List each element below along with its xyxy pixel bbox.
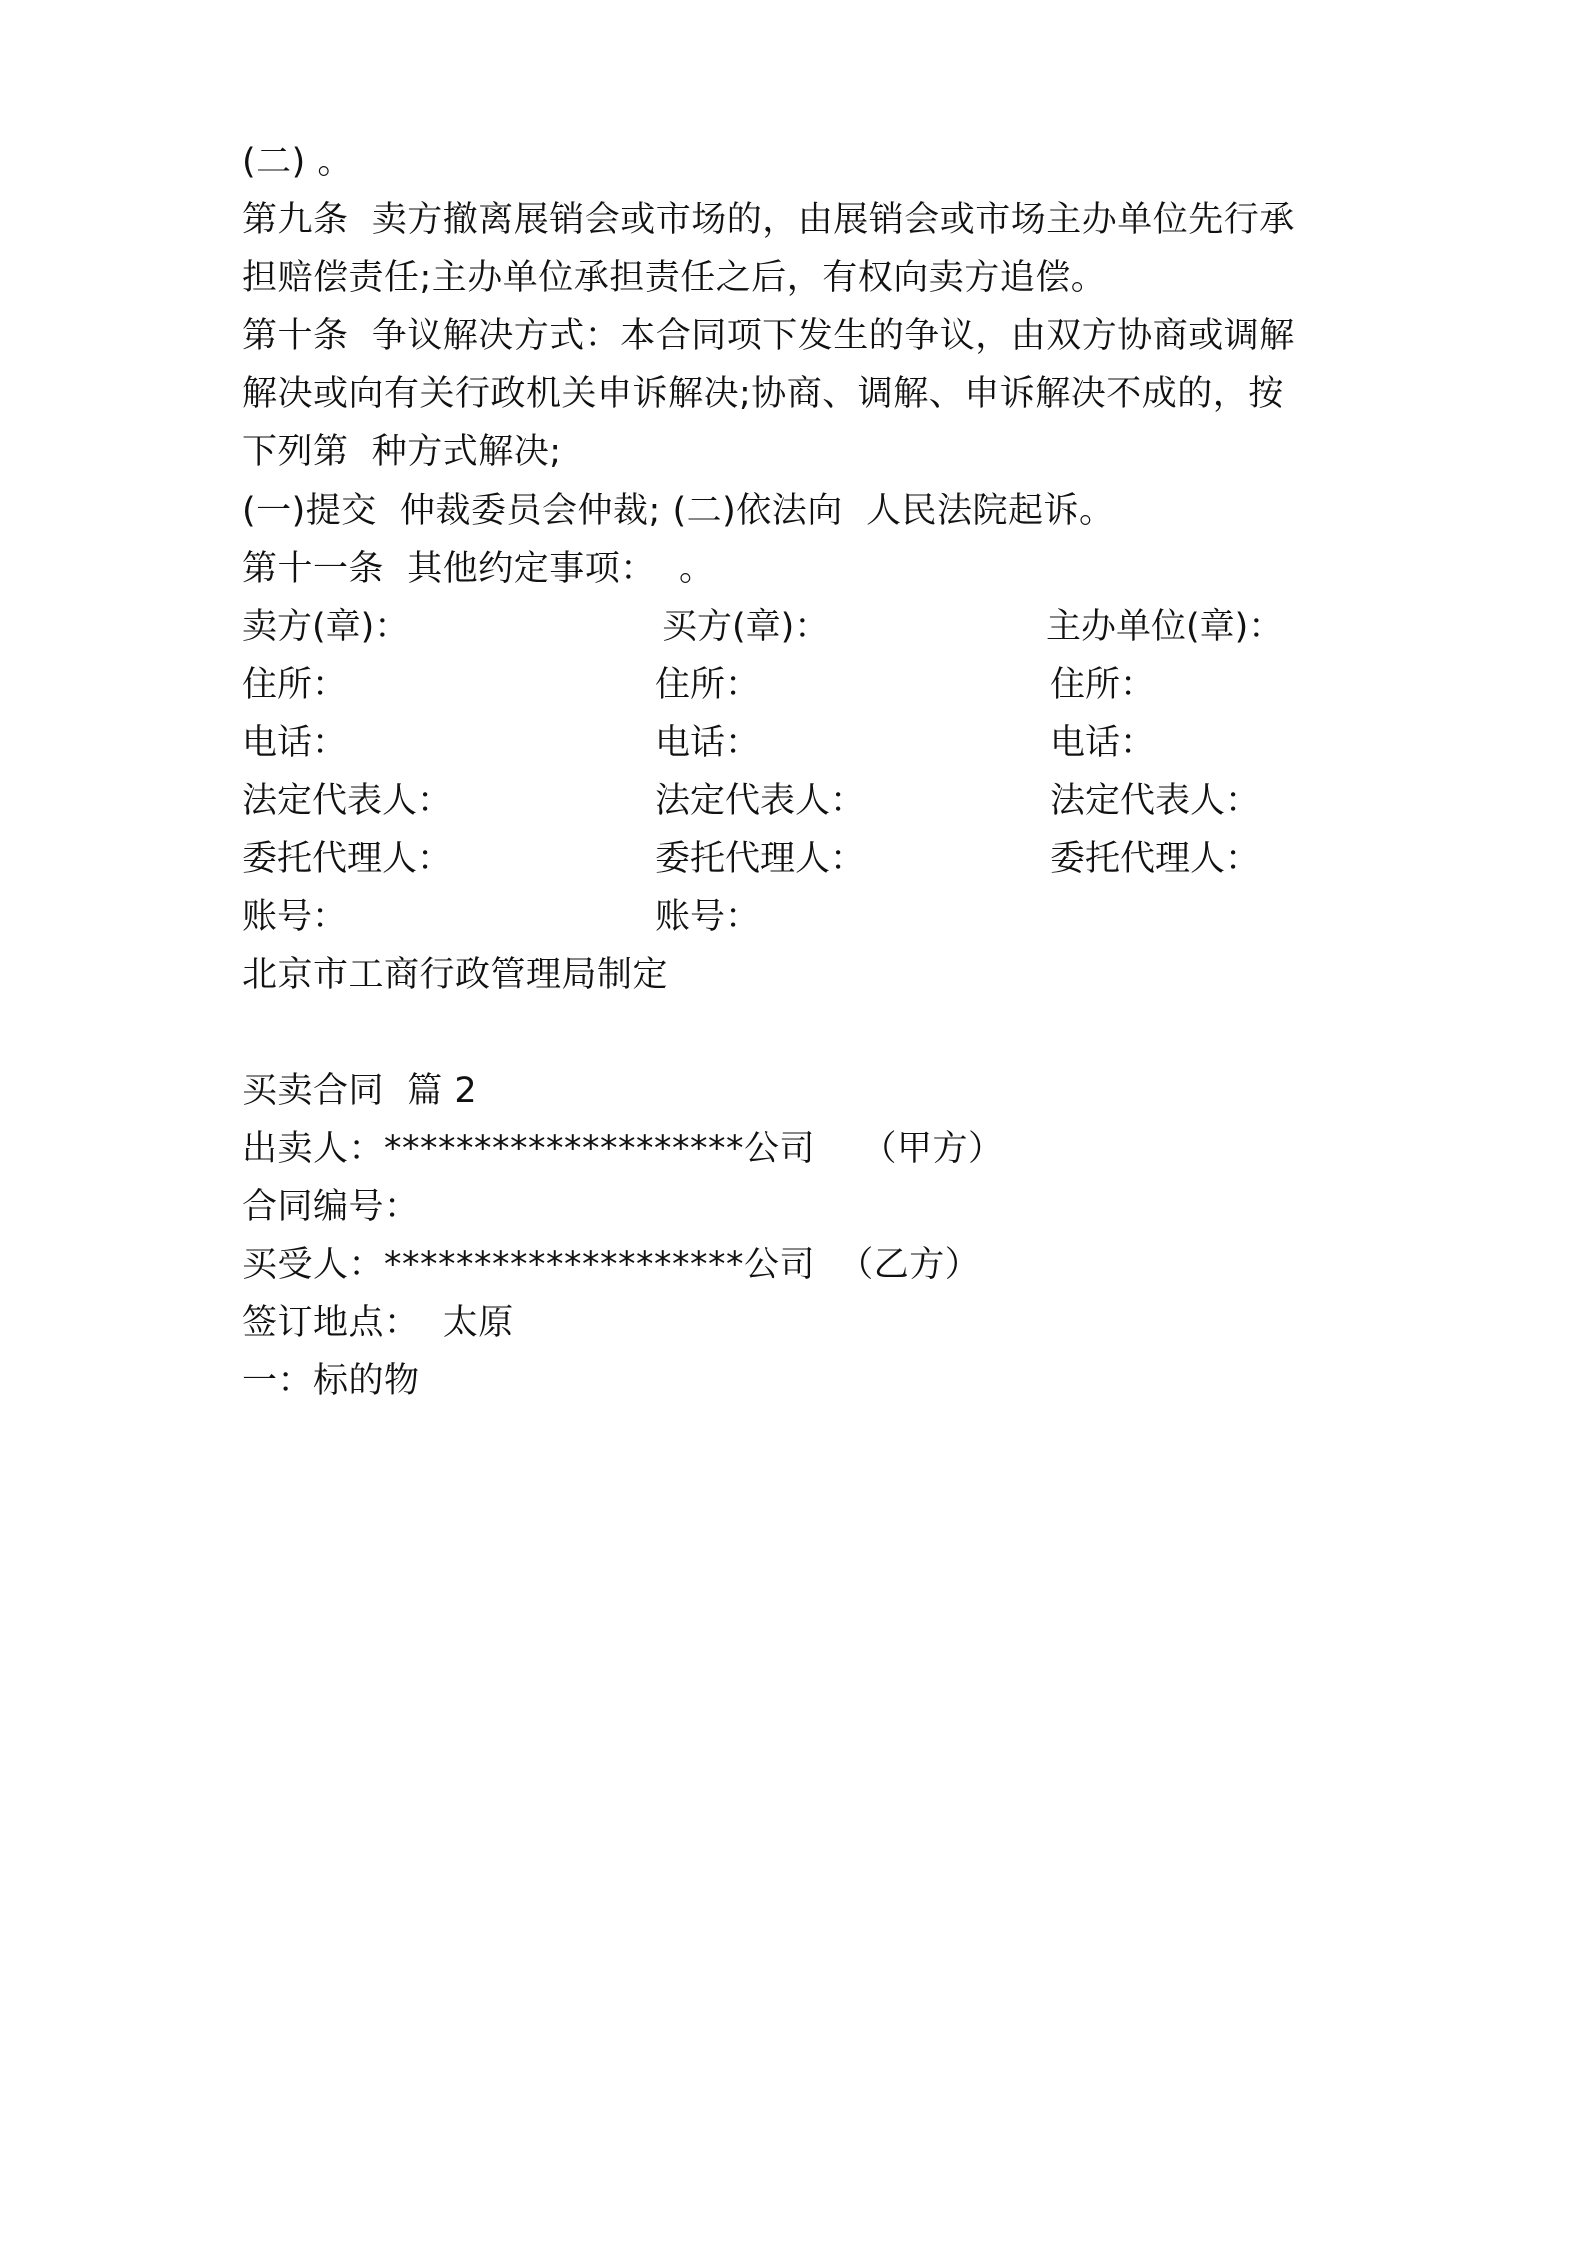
buyer-phone-label: 电话：: [655, 723, 761, 763]
organizer-agent-label: 委托代理人：: [1050, 839, 1261, 879]
article-10-options: (一)提交 仲裁委员会仲裁; (二)依法向 人民法院起诉。: [242, 491, 1115, 531]
seller-stamp-label: 卖方(章)：: [242, 607, 410, 647]
seller-address-label: 住所：: [242, 665, 348, 705]
article-10-line-2: 解决或向有关行政机关申诉解决;协商、调解、申诉解决不成的，按: [242, 374, 1284, 414]
article-11: 第十一条 其他约定事项： 。: [242, 549, 715, 589]
intro-fragment: (二) 。: [242, 142, 353, 182]
issuer-line: 北京市工商行政管理局制定: [242, 955, 669, 995]
contract-2-buyer: 买受人：********************公司 （乙方）: [242, 1245, 981, 1285]
organizer-address-label: 住所：: [1050, 665, 1156, 705]
seller-phone-label: 电话：: [242, 723, 348, 763]
buyer-agent-label: 委托代理人：: [655, 839, 866, 879]
seller-agent-label: 委托代理人：: [242, 839, 453, 879]
contract-2-seller: 出卖人：********************公司 （甲方）: [242, 1129, 1004, 1169]
organizer-stamp-label: 主办单位(章)：: [1046, 607, 1284, 647]
buyer-stamp-label: 买方(章)：: [662, 607, 830, 647]
buyer-address-label: 住所：: [655, 665, 761, 705]
contract-2-place: 签订地点： 太原: [242, 1303, 514, 1343]
article-10-line-1: 第十条 争议解决方式：本合同项下发生的争议，由双方协商或调解: [242, 316, 1295, 356]
buyer-account-label: 账号：: [655, 897, 761, 937]
article-9-line-2: 担赔偿责任;主办单位承担责任之后，有权向卖方追偿。: [242, 258, 1107, 298]
article-10-line-3: 下列第 种方式解决;: [242, 432, 562, 472]
organizer-legal-rep-label: 法定代表人：: [1050, 781, 1261, 821]
seller-account-label: 账号：: [242, 897, 348, 937]
buyer-legal-rep-label: 法定代表人：: [655, 781, 866, 821]
seller-legal-rep-label: 法定代表人：: [242, 781, 453, 821]
contract-2-section-1: 一：标的物: [242, 1361, 420, 1401]
article-9-line-1: 第九条 卖方撤离展销会或市场的，由展销会或市场主办单位先行承: [242, 200, 1295, 240]
organizer-phone-label: 电话：: [1050, 723, 1156, 763]
contract-2-title: 买卖合同 篇 2: [242, 1071, 478, 1111]
contract-2-number: 合同编号：: [242, 1187, 420, 1227]
